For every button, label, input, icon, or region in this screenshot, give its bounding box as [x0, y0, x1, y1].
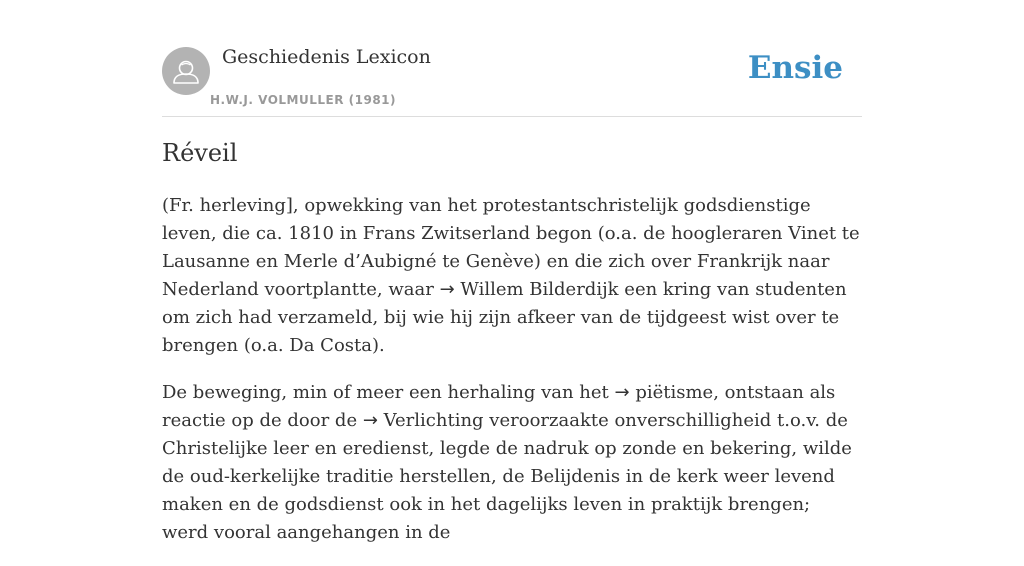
- paragraph: [162, 379, 862, 547]
- paragraph-text: (Fr. herleving], opwekking van het protestantschristelijk godsdienstige leven, die ca. 1810 in Frans Zwitserland begon (o.a. de hoogleraren Vinet te Lausanne en Merle d’Aubigné te Genève) en die zich over Frankrijk naar Nederland voortplantte, waar: [162, 195, 860, 300]
- author-byline[interactable]: H.W.J. VOLMULLER (1981): [210, 93, 397, 107]
- header: [162, 0, 862, 117]
- paragraph: [162, 192, 862, 360]
- page: [162, 0, 862, 543]
- paragraph-text: , ontstaan als reactie op de door de: [162, 382, 836, 431]
- avatar[interactable]: [162, 47, 210, 95]
- arrow-right-icon: →: [362, 410, 378, 431]
- lexicon-title[interactable]: Geschiedenis Lexicon: [222, 46, 431, 68]
- paragraph-text: De beweging, min of meer een herhaling van het: [162, 382, 615, 403]
- paragraph-text: een kring van studenten om zich had verzameld, bij wie hij zijn afkeer van de tijdgeest wist over te brengen (o.a. Da Costa).: [162, 279, 847, 356]
- paragraph-text: veroorzaakte onverschilligheid t.o.v. de Christelijke leer en eredienst, legde de nadruk op zonde en bekering, wilde de oud-kerkelijke traditie herstellen, de Belijdenis in de kerk weer levend maken en de godsdienst ook in het dagelijks leven in praktijk brengen; werd vooral aangehangen in de: [162, 410, 852, 543]
- link-verlichting[interactable]: Verlichting: [383, 410, 484, 431]
- entry-content: [162, 192, 862, 566]
- entry-title: Réveil: [162, 139, 238, 167]
- user-icon: [162, 47, 210, 95]
- arrow-right-icon: →: [439, 279, 455, 300]
- link-willem-bilderdijk[interactable]: Willem Bilderdijk: [460, 279, 619, 300]
- link-pietisme[interactable]: piëtisme: [635, 382, 714, 403]
- arrow-right-icon: →: [614, 382, 630, 403]
- brand-logo[interactable]: Ensie: [747, 50, 843, 86]
